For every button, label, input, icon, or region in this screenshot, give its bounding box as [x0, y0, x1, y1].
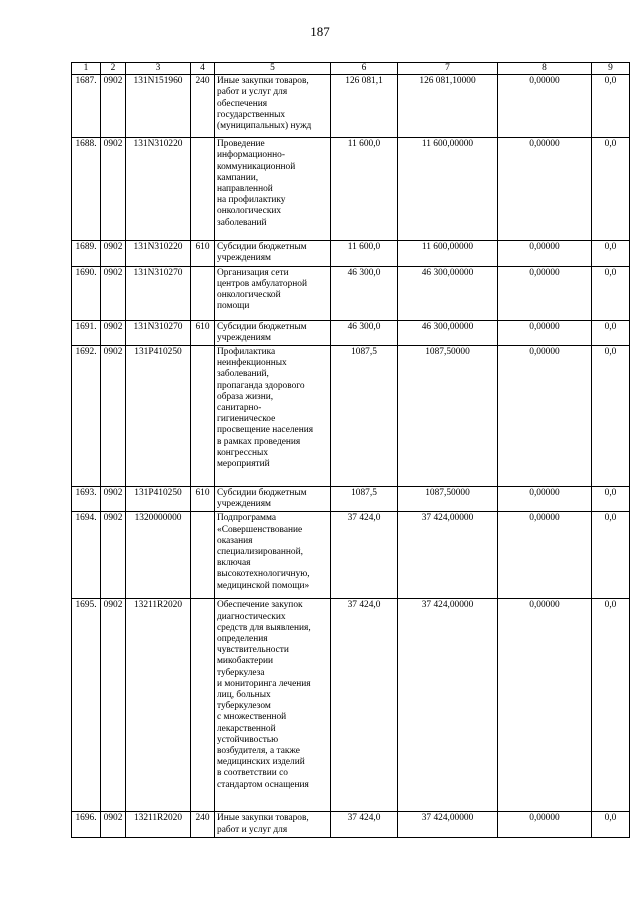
expense-type-cell: 240	[191, 75, 215, 138]
amount-extra-cell: 0,00000	[498, 812, 592, 837]
expense-type-cell	[191, 599, 215, 812]
amount-precise-cell: 46 300,00000	[398, 320, 498, 345]
amount-total-cell: 1087,5	[331, 487, 398, 512]
target-code-cell: 13211R2020	[126, 812, 191, 837]
description-cell: Субсидии бюджетным учреждениям	[215, 241, 331, 266]
amount-total-cell: 11 600,0	[331, 138, 398, 241]
expense-type-cell	[191, 346, 215, 487]
amount-precise-cell: 11 600,00000	[398, 138, 498, 241]
percent-cell: 0,0	[592, 599, 630, 812]
amount-precise-cell: 37 424,00000	[398, 599, 498, 812]
table-row	[72, 75, 630, 138]
percent-cell: 0,0	[592, 346, 630, 487]
expense-type-cell	[191, 266, 215, 320]
col-header-1: 1	[72, 63, 101, 75]
row-number-cell: 1695.	[72, 599, 101, 812]
table-row	[72, 346, 630, 487]
amount-precise-cell: 126 081,10000	[398, 75, 498, 138]
description-cell: Субсидии бюджетным учреждениям	[215, 320, 331, 345]
row-number-cell: 1692.	[72, 346, 101, 487]
amount-extra-cell: 0,00000	[498, 75, 592, 138]
page-number: 187	[310, 24, 330, 39]
section-code-cell: 0902	[101, 512, 126, 599]
amount-extra-cell: 0,00000	[498, 138, 592, 241]
percent-cell: 0,0	[592, 138, 630, 241]
row-number-cell: 1688.	[72, 138, 101, 241]
col-header-7: 7	[398, 63, 498, 75]
target-code-cell: 131N151960	[126, 75, 191, 138]
section-code-cell: 0902	[101, 75, 126, 138]
amount-extra-cell: 0,00000	[498, 346, 592, 487]
description-cell: Проведение информационно- коммуникационной кампании, направленной на профилактику онкологических заболеваний	[215, 138, 331, 241]
expense-type-cell: 240	[191, 812, 215, 837]
section-code-cell: 0902	[101, 346, 126, 487]
amount-extra-cell: 0,00000	[498, 599, 592, 812]
amount-precise-cell: 37 424,00000	[398, 812, 498, 837]
section-code-cell: 0902	[101, 138, 126, 241]
col-header-9: 9	[592, 63, 630, 75]
expense-type-cell: 610	[191, 241, 215, 266]
amount-total-cell: 46 300,0	[331, 266, 398, 320]
amount-total-cell: 126 081,1	[331, 75, 398, 138]
col-header-6: 6	[331, 63, 398, 75]
row-number-cell: 1693.	[72, 487, 101, 512]
percent-cell: 0,0	[592, 241, 630, 266]
target-code-cell: 13211R2020	[126, 599, 191, 812]
percent-cell: 0,0	[592, 320, 630, 345]
amount-total-cell: 46 300,0	[331, 320, 398, 345]
target-code-cell: 131N310270	[126, 320, 191, 345]
amount-precise-cell: 46 300,00000	[398, 266, 498, 320]
table-row	[72, 241, 630, 266]
section-code-cell: 0902	[101, 241, 126, 266]
row-number-cell: 1687.	[72, 75, 101, 138]
amount-precise-cell: 1087,50000	[398, 487, 498, 512]
col-header-5: 5	[215, 63, 331, 75]
target-code-cell: 131N310220	[126, 138, 191, 241]
table-row	[72, 812, 630, 837]
target-code-cell: 131N310270	[126, 266, 191, 320]
col-header-8: 8	[498, 63, 592, 75]
table-row	[72, 512, 630, 599]
section-code-cell: 0902	[101, 599, 126, 812]
row-number-cell: 1690.	[72, 266, 101, 320]
row-number-cell: 1689.	[72, 241, 101, 266]
table-row	[72, 599, 630, 812]
target-code-cell: 131N310220	[126, 241, 191, 266]
expense-type-cell	[191, 138, 215, 241]
target-code-cell: 131P410250	[126, 346, 191, 487]
percent-cell: 0,0	[592, 487, 630, 512]
col-header-2: 2	[101, 63, 126, 75]
amount-precise-cell: 1087,50000	[398, 346, 498, 487]
amount-extra-cell: 0,00000	[498, 487, 592, 512]
amount-extra-cell: 0,00000	[498, 320, 592, 345]
header-row	[72, 63, 630, 75]
amount-total-cell: 37 424,0	[331, 512, 398, 599]
description-cell: Субсидии бюджетным учреждениям	[215, 487, 331, 512]
target-code-cell: 131P410250	[126, 487, 191, 512]
row-number-cell: 1691.	[72, 320, 101, 345]
percent-cell: 0,0	[592, 512, 630, 599]
description-cell: Иные закупки товаров, работ и услуг для обеспечения государственных (муниципальных) нужд	[215, 75, 331, 138]
description-cell: Подпрограмма «Совершенствование оказания специализированной, включая высокотехнологичную, медицинской помощи»	[215, 512, 331, 599]
amount-total-cell: 1087,5	[331, 346, 398, 487]
percent-cell: 0,0	[592, 75, 630, 138]
expense-type-cell: 610	[191, 487, 215, 512]
table-row	[72, 266, 630, 320]
percent-cell: 0,0	[592, 266, 630, 320]
section-code-cell: 0902	[101, 487, 126, 512]
amount-precise-cell: 37 424,00000	[398, 512, 498, 599]
table-row	[72, 138, 630, 241]
table-row	[72, 320, 630, 345]
amount-extra-cell: 0,00000	[498, 241, 592, 266]
amount-total-cell: 37 424,0	[331, 812, 398, 837]
percent-cell: 0,0	[592, 812, 630, 837]
section-code-cell: 0902	[101, 812, 126, 837]
row-number-cell: 1694.	[72, 512, 101, 599]
description-cell: Организация сети центров амбулаторной онкологической помощи	[215, 266, 331, 320]
col-header-3: 3	[126, 63, 191, 75]
section-code-cell: 0902	[101, 266, 126, 320]
amount-extra-cell: 0,00000	[498, 512, 592, 599]
budget-table	[71, 62, 630, 838]
amount-total-cell: 37 424,0	[331, 599, 398, 812]
description-cell: Профилактика неинфекционных заболеваний, пропаганда здорового образа жизни, санитарно- гигиеническое просвещение населения в рамках проведения конгрессных мероприятий	[215, 346, 331, 487]
description-cell: Иные закупки товаров, работ и услуг для	[215, 812, 331, 837]
col-header-4: 4	[191, 63, 215, 75]
target-code-cell: 1320000000	[126, 512, 191, 599]
description-cell: Обеспечение закупок диагностических средств для выявления, определения чувствительности микобактерии туберкулеза и мониторинга лечения лиц, больных туберкулезом с множественной лекарственной устойчивостью возбудителя, а также медицинских изделий в соответствии со стандартом оснащения	[215, 599, 331, 812]
amount-total-cell: 11 600,0	[331, 241, 398, 266]
section-code-cell: 0902	[101, 320, 126, 345]
table-row	[72, 487, 630, 512]
expense-type-cell: 610	[191, 320, 215, 345]
expense-type-cell	[191, 512, 215, 599]
amount-extra-cell: 0,00000	[498, 266, 592, 320]
amount-precise-cell: 11 600,00000	[398, 241, 498, 266]
row-number-cell: 1696.	[72, 812, 101, 837]
